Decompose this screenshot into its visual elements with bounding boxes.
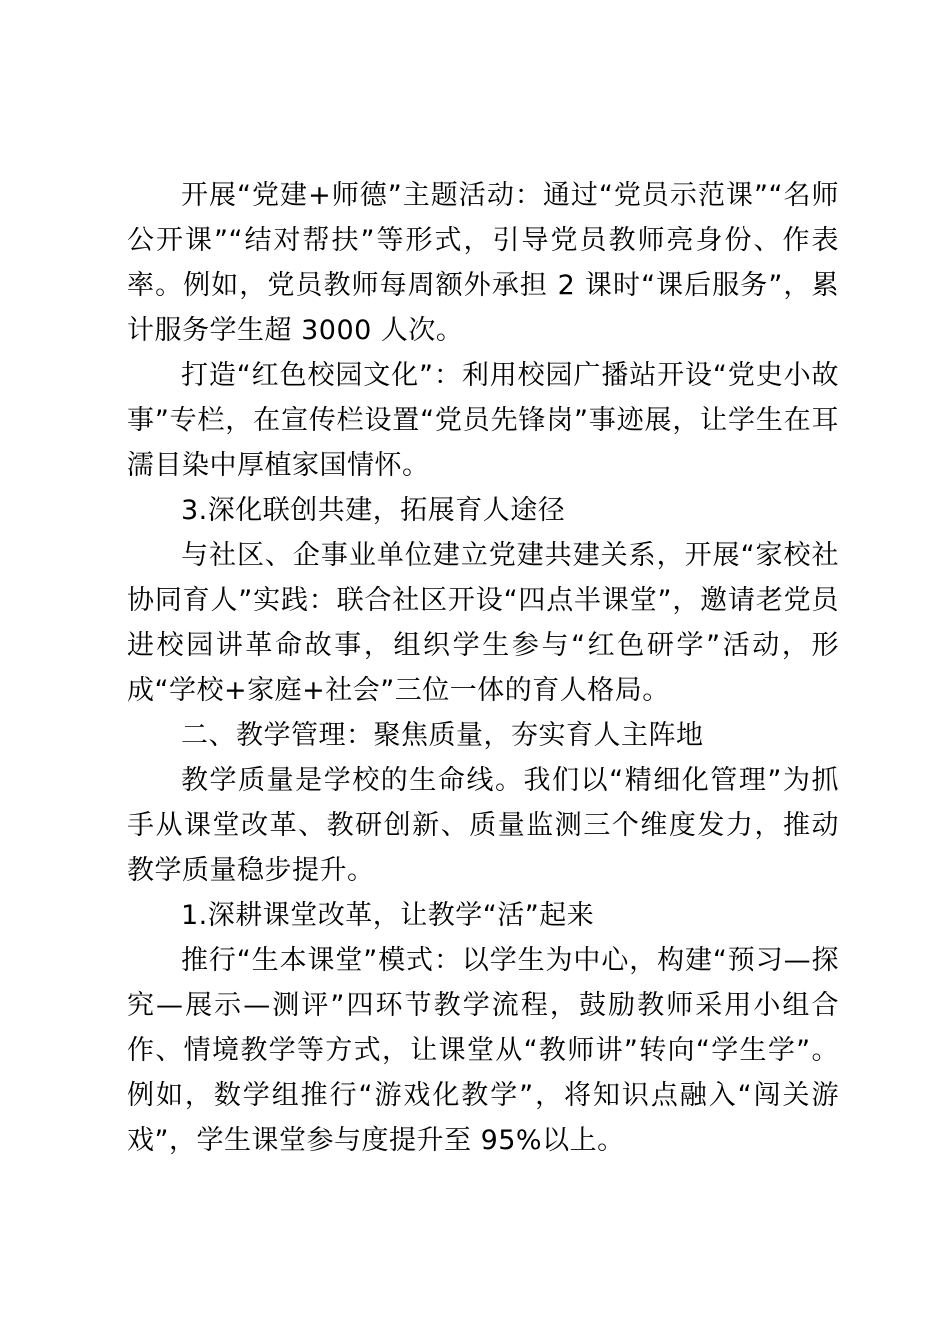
- document-body: [127, 173, 839, 1163]
- paragraph-home-school-community: 与社区、企事业单位建立党建共建关系，开展“家校社协同育人”实践：联合社区开设“四点半课堂”，邀请老党员进校园讲革命故事，组织学生参与“红色研学”活动，形成“学校+家庭+社会”三位一体的育人格局。: [127, 540, 839, 706]
- heading-classroom-reform: 1.深耕课堂改革，让教学“活”起来: [181, 900, 595, 931]
- paragraph-student-centered-classroom: 推行“生本课堂”模式：以学生为中心，构建“预习—探究—展示—测评”四环节教学流程，鼓励教师采用小组合作、情境教学等方式，让课堂从“教师讲”转向“学生学”。例如，数学组推行“游戏化教学”，将知识点融入“闯关游戏”，学生课堂参与度提升至 95%以上。: [127, 945, 839, 1156]
- paragraph-teaching-quality: 教学质量是学校的生命线。我们以“精细化管理”为抓手从课堂改革、教研创新、质量监测三个维度发力，推动教学质量稳步提升。: [127, 765, 839, 886]
- paragraph-party-ethics-activity: 开展“党建+师德”主题活动：通过“党员示范课”“名师公开课”“结对帮扶”等形式，引导党员教师亮身份、作表率。例如，党员教师每周额外承担 2 课时“课后服务”，累计服务学生超 3000 人次。: [127, 180, 839, 346]
- paragraph-red-campus-culture: 打造“红色校园文化”：利用校园广播站开设“党史小故事”专栏，在宣传栏设置“党员先锋岗”事迹展，让学生在耳濡目染中厚植家国情怀。: [127, 360, 839, 481]
- heading-teaching-management: 二、教学管理：聚焦质量，夯实育人主阵地: [181, 720, 704, 751]
- heading-joint-construction: 3.深化联创共建，拓展育人途径: [181, 495, 566, 526]
